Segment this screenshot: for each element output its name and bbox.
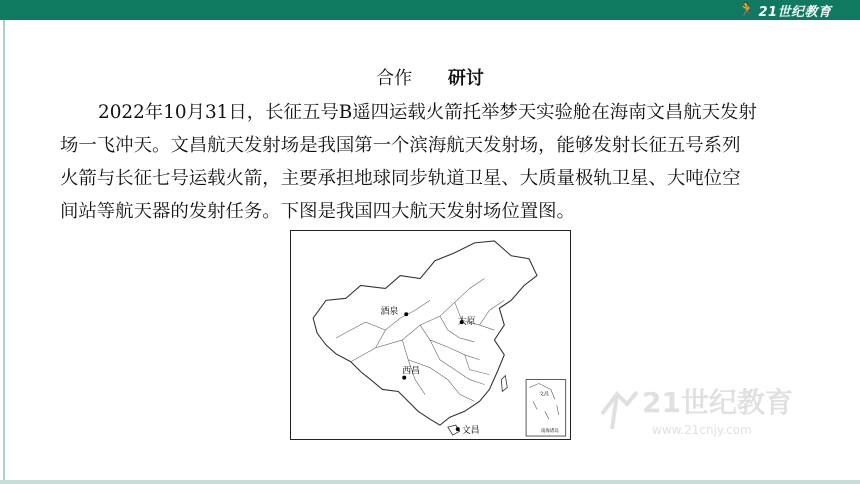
jiuquan-label: 酒泉 bbox=[380, 307, 399, 318]
watermark bbox=[582, 374, 842, 444]
watermark-text: 21世纪教育 bbox=[642, 386, 793, 419]
title-part-1: 合作 bbox=[376, 68, 413, 89]
watermark-runner-icon bbox=[602, 392, 637, 429]
logo-text: 21世纪教育 bbox=[758, 4, 832, 20]
jiuquan-site-marker bbox=[404, 312, 408, 316]
china-map-svg bbox=[291, 231, 570, 439]
brand-logo bbox=[738, 0, 834, 20]
paragraph-line: 场一飞冲天。文昌航天发射场是我国第一个滨海航天发射场，能够发射长征五号系列 bbox=[60, 135, 741, 156]
section-title bbox=[0, 64, 860, 90]
watermark-url: www.21cnjy.com bbox=[652, 423, 752, 437]
paragraph-line: 间站等航天器的发射任务。下图是我国四大航天发射场位置图。 bbox=[60, 201, 575, 222]
bottom-accent-band bbox=[0, 480, 860, 484]
province-lines bbox=[336, 279, 504, 402]
launch-site-map bbox=[290, 230, 571, 440]
runner-icon: 🏃 bbox=[738, 2, 756, 18]
top-banner bbox=[0, 0, 860, 20]
inset-sea-label: 南海诸岛 bbox=[540, 429, 559, 435]
wenchang-site-marker bbox=[456, 427, 460, 431]
body-paragraph bbox=[60, 96, 830, 228]
xichang-label: 西昌 bbox=[402, 366, 421, 377]
paragraph-line: 2022年10月31日，长征五号B遥四运载火箭托举梦天实验舱在海南文昌航天发射 bbox=[98, 102, 757, 123]
inset-island-label: 文昌 bbox=[538, 391, 549, 398]
title-part-2: 研讨 bbox=[447, 68, 484, 89]
taiyuan-label: 太原 bbox=[457, 317, 476, 328]
wenchang-label: 文昌 bbox=[461, 426, 480, 437]
taiwan-island bbox=[501, 376, 507, 392]
south-sea-inset bbox=[526, 380, 566, 436]
paragraph-line: 火箭与长征七号运载火箭，主要承担地球同步轨道卫星、大质量极轨卫星、大吨位空 bbox=[60, 168, 741, 189]
